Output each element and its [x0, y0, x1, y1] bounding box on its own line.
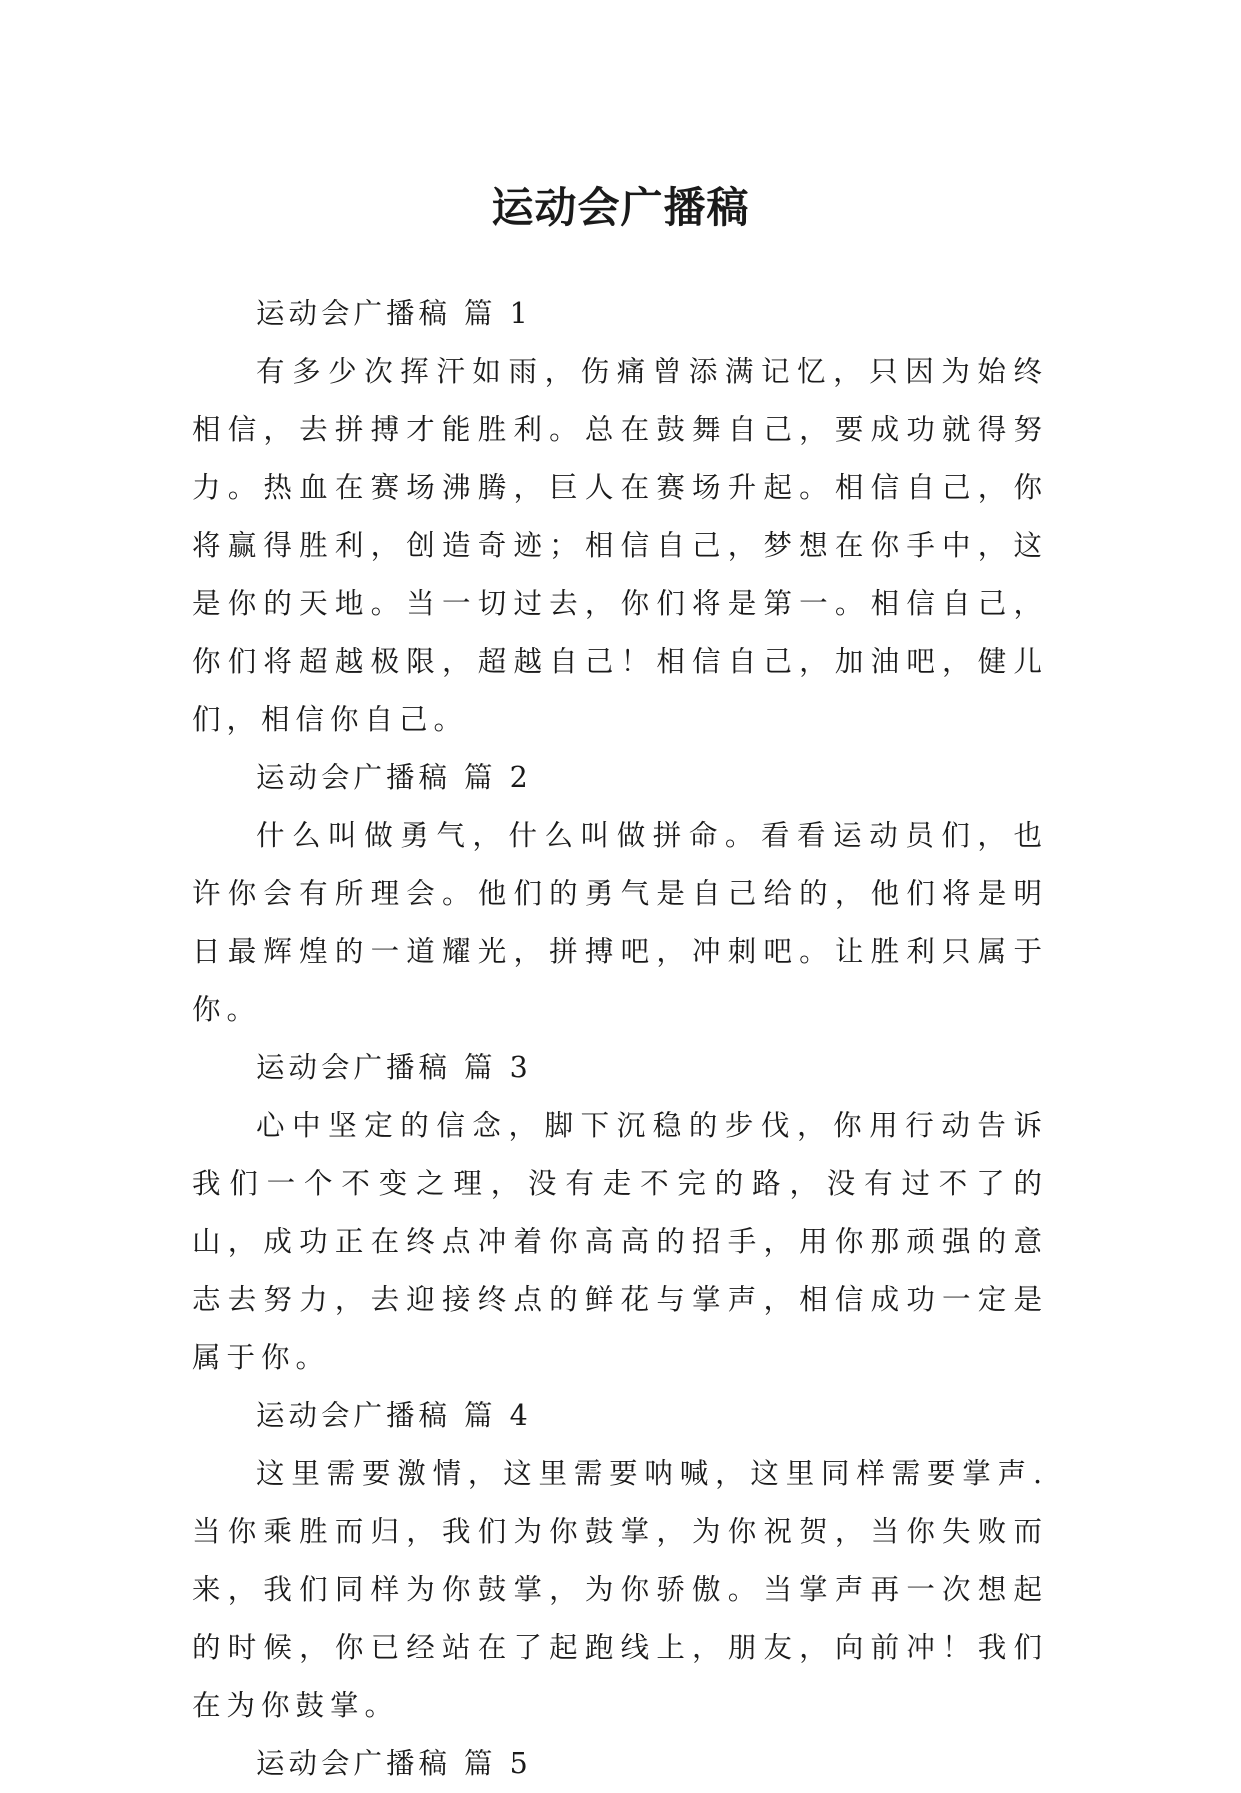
section-paragraph: 心中坚定的信念，脚下沉稳的步伐，你用行动告诉我们一个不变之理，没有走不完的路，没有过不了的山，成功正在终点冲着你高高的招手，用你那顽强的意志去努力，去迎接终点的鲜花与掌声，相信成功一定是属于你。: [192, 1109, 1048, 1374]
document-body: [192, 285, 1048, 1793]
section-heading: 运动会广播稿 篇 2: [256, 761, 532, 794]
section-3: [192, 1039, 1048, 1387]
section-heading: 运动会广播稿 篇 3: [256, 1051, 532, 1084]
section-heading: 运动会广播稿 篇 1: [256, 297, 532, 330]
section-paragraph: 有多少次挥汗如雨，伤痛曾添满记忆，只因为始终相信，去拼搏才能胜利。总在鼓舞自己，要成功就得努力。热血在赛场沸腾，巨人在赛场升起。相信自己，你将赢得胜利，创造奇迹；相信自己，梦想在你手中，这是你的天地。当一切过去，你们将是第一。相信自己，你们将超越极限，超越自己！相信自己，加油吧，健儿们，相信你自己。: [192, 355, 1048, 736]
section-heading: 运动会广播稿 篇 4: [256, 1399, 532, 1432]
section-1: [192, 285, 1048, 749]
section-heading: 运动会广播稿 篇 5: [256, 1747, 532, 1780]
section-4: [192, 1387, 1048, 1735]
section-2: [192, 749, 1048, 1039]
section-paragraph: 这里需要激情，这里需要呐喊，这里同样需要掌声.当你乘胜而归，我们为你鼓掌，为你祝贺，当你失败而来，我们同样为你鼓掌，为你骄傲。当掌声再一次想起的时候，你已经站在了起跑线上，朋友，向前冲！我们在为你鼓掌。: [192, 1457, 1048, 1722]
section-paragraph: 什么叫做勇气，什么叫做拼命。看看运动员们，也许你会有所理会。他们的勇气是自己给的，他们将是明日最辉煌的一道耀光，拼搏吧，冲刺吧。让胜利只属于你。: [192, 819, 1048, 1026]
document-title: 运动会广播稿: [491, 183, 750, 233]
section-5: [192, 1735, 1048, 1793]
